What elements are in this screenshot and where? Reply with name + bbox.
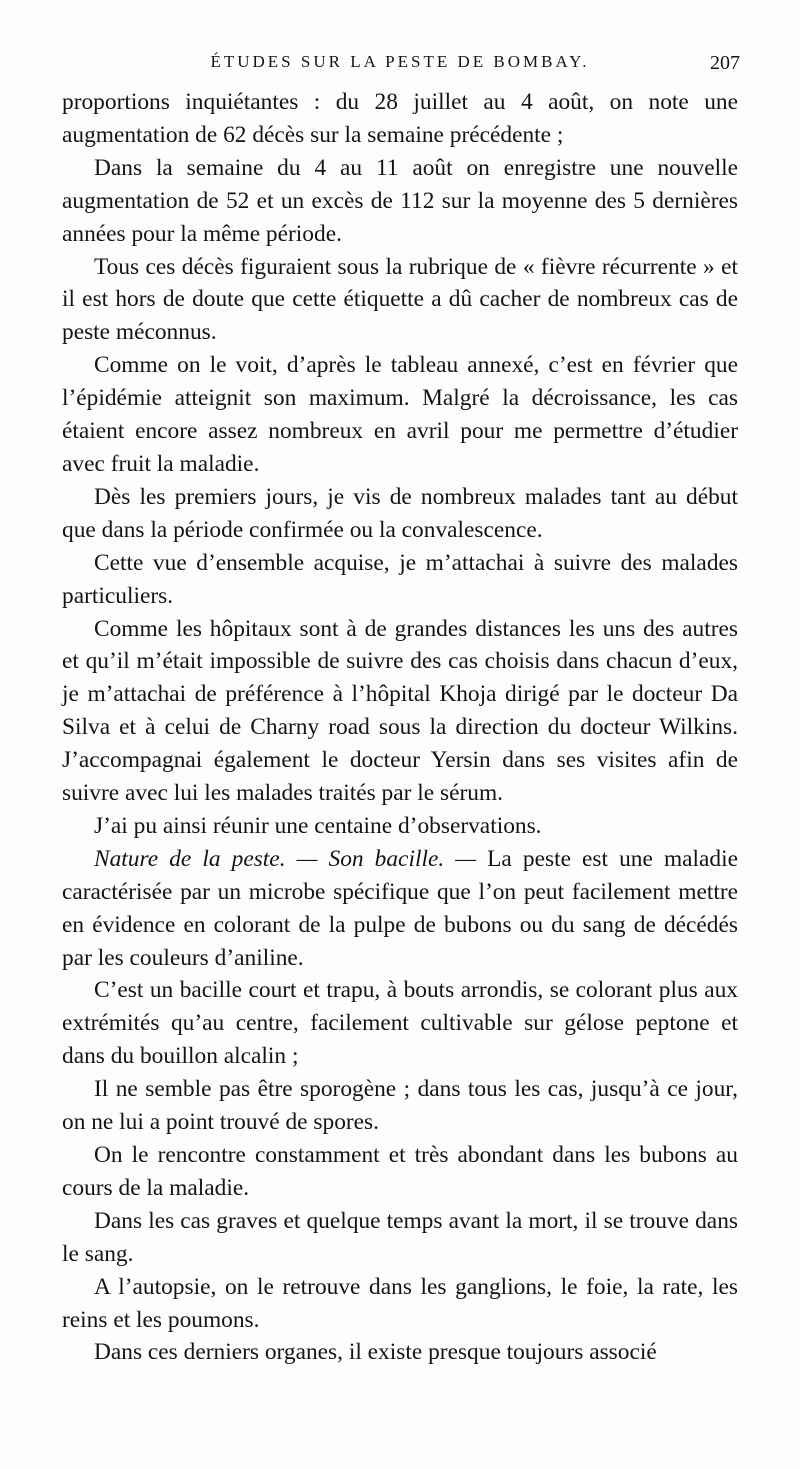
page-number: 207 — [710, 52, 740, 74]
paragraph-continuation: proportions inquiétantes : du 28 juillet au 4 août, on note une augmentation de 62 décès sur la semaine précédente ; — [62, 89, 738, 148]
paragraph: C’est un bacille court et trapu, à bouts arrondis, se colorant plus aux extrémités qu’au centre, facilement cultivable sur gélose peptone et dans du bouillon alcalin ; — [62, 977, 738, 1070]
running-title: ÉTUDES SUR LA PESTE DE BOMBAY. — [210, 52, 590, 71]
body-text — [62, 86, 738, 1369]
section-text: La peste est une maladie caractérisée par un microbe spécifique que l’on peut facilement mettre en évidence en colorant de la pulpe de bubons ou du sang de décédés par les couleurs d’aniline. — [62, 845, 738, 971]
paragraph: A l’autopsie, on le retrouve dans les ganglions, le foie, la rate, les reins et les poumons. — [62, 1273, 738, 1333]
paragraph: Comme on le voit, d’après le tableau annexé, c’est en février que l’épidémie atteignit son maximum. Malgré la décroissance, les cas étaient encore assez nombreux en avril pour me permettre d’étudier avec fruit la maladie. — [62, 352, 738, 477]
paragraph: Dans les cas graves et quelque temps avant la mort, il se trouve dans le sang. — [62, 1207, 738, 1267]
running-head — [60, 52, 740, 80]
paragraph: Tous ces décès figuraient sous la rubrique de « fièvre récurrente » et il est hors de doute que cette étiquette a dû cacher de nombreux cas de peste méconnus. — [62, 253, 738, 346]
paragraph: Dès les premiers jours, je vis de nombreux malades tant au début que dans la période confirmée ou la convalescence. — [62, 483, 738, 543]
paragraph-section — [62, 843, 738, 975]
section-heading: Nature de la peste. — Son bacille. — — [94, 845, 477, 872]
paragraph-continues: Dans ces derniers organes, il existe presque toujours associé — [94, 1339, 657, 1366]
paragraph: J’ai pu ainsi réunir une centaine d’observations. — [94, 812, 542, 839]
paragraph: Il ne semble pas être sporogène ; dans tous les cas, jusqu’à ce jour, on ne lui a point trouvé de spores. — [62, 1076, 738, 1136]
paragraph: Dans la semaine du 4 au 11 août on enregistre une nouvelle augmentation de 52 et un excès de 112 sur la moyenne des 5 dernières années pour la même période. — [62, 154, 738, 247]
paragraph: On le rencontre constamment et très abondant dans les bubons au cours de la maladie. — [62, 1142, 738, 1201]
paragraph: Comme les hôpitaux sont à de grandes distances les uns des autres et qu’il m’était impossible de suivre des cas choisis dans chacun d’eux, je m’attachai de préférence à l’hôpital Khoja dirigé par le docteur Da Silva et à celui de Charny road sous la direction du docteur Wilkins. J’accompagnai également le docteur Yersin dans ses visites afin de suivre avec lui les malades traités par le sérum. — [62, 615, 738, 807]
paragraph: Cette vue d’ensemble acquise, je m’attachai à suivre des malades particuliers. — [62, 549, 738, 609]
